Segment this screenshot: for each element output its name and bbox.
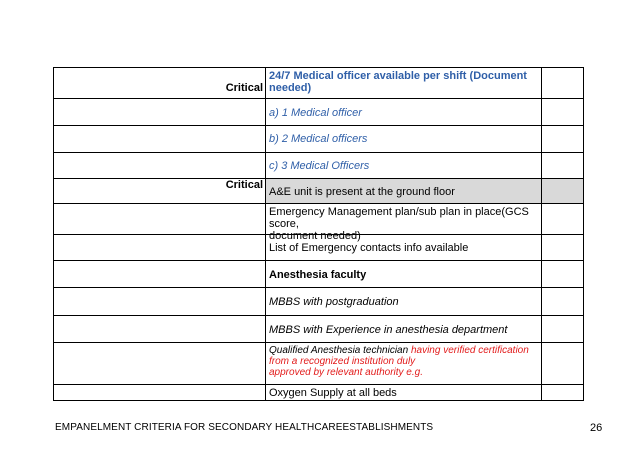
table-row <box>53 384 584 401</box>
criterion-text: a) 1 Medical officer <box>269 107 362 119</box>
criticality-cell <box>54 385 266 400</box>
table-row <box>53 152 584 178</box>
score-cell <box>542 261 583 287</box>
table-row <box>53 315 584 342</box>
table-row <box>53 98 584 125</box>
score-cell <box>542 316 583 342</box>
criticality-cell <box>54 99 266 125</box>
criticality-cell <box>54 153 266 178</box>
criterion-cell <box>266 99 542 125</box>
criterion-text-highlight: approved by relevant authority e.g. <box>269 367 423 378</box>
criticality-cell <box>54 261 266 287</box>
criterion-text: needed) <box>269 82 312 94</box>
score-cell <box>542 343 583 384</box>
table-row <box>53 234 584 260</box>
criticality-cell <box>54 343 266 384</box>
criticality-cell <box>54 288 266 315</box>
score-cell <box>542 385 583 400</box>
score-cell <box>542 288 583 315</box>
criterion-text <box>269 345 538 356</box>
criterion-cell <box>266 235 542 260</box>
criterion-cell <box>266 343 542 384</box>
score-cell <box>542 235 583 260</box>
criterion-cell <box>266 316 542 342</box>
criticality-cell <box>54 235 266 260</box>
criterion-text: c) 3 Medical Officers <box>269 160 370 172</box>
criticality-label: Critical <box>225 179 263 191</box>
criterion-cell <box>266 179 542 203</box>
score-cell <box>542 179 583 203</box>
criterion-text: b) 2 Medical officers <box>269 133 368 145</box>
criticality-cell <box>54 204 266 234</box>
score-cell <box>542 99 583 125</box>
table-row <box>53 203 584 242</box>
table-row <box>53 287 584 315</box>
criterion-text: Oxygen Supply at all beds <box>269 387 397 399</box>
criteria-table <box>53 67 584 401</box>
criterion-cell <box>266 68 542 98</box>
table-row <box>53 67 584 98</box>
score-cell <box>542 126 583 152</box>
criterion-text: Emergency Management plan/sub plan in place(GCS score, <box>269 206 529 230</box>
criterion-text: 24/7 Medical officer available per shift (Document <box>269 70 527 82</box>
criterion-cell <box>266 204 542 242</box>
criterion-cell <box>266 153 542 178</box>
score-cell <box>542 68 583 98</box>
table-row <box>53 125 584 152</box>
table-row <box>53 342 584 384</box>
score-cell <box>542 153 583 178</box>
criticality-cell <box>54 316 266 342</box>
table-row <box>53 178 584 203</box>
criterion-text: Anesthesia faculty <box>269 269 367 281</box>
score-cell <box>542 204 583 234</box>
criterion-cell <box>266 288 542 315</box>
criticality-label: Critical <box>225 82 263 94</box>
criterion-text: List of Emergency contacts info available <box>269 242 469 254</box>
criterion-cell <box>266 126 542 152</box>
criterion-text-highlight: having verified certification <box>410 345 529 356</box>
criterion-text-part: Qualified Anesthesia technician <box>269 345 409 356</box>
criterion-text: A&E unit is present at the ground floor <box>269 186 455 198</box>
criterion-cell <box>266 261 542 287</box>
criticality-cell <box>54 126 266 152</box>
criterion-text: MBBS with postgraduation <box>269 296 399 308</box>
criticality-cell <box>54 68 266 98</box>
page-number: 26 <box>590 422 603 434</box>
criterion-cell <box>266 385 542 400</box>
criterion-text-highlight: from a recognized institution duly <box>269 356 416 367</box>
table-row <box>53 260 584 287</box>
criterion-text: MBBS with Experience in anesthesia department <box>269 324 508 336</box>
criterion-text: document needed) <box>269 230 361 242</box>
footer-title: EMPANELMENT CRITERIA FOR SECONDARY HEALTHCAREESTABLISHMENTS <box>55 422 434 433</box>
criticality-cell <box>54 179 266 203</box>
